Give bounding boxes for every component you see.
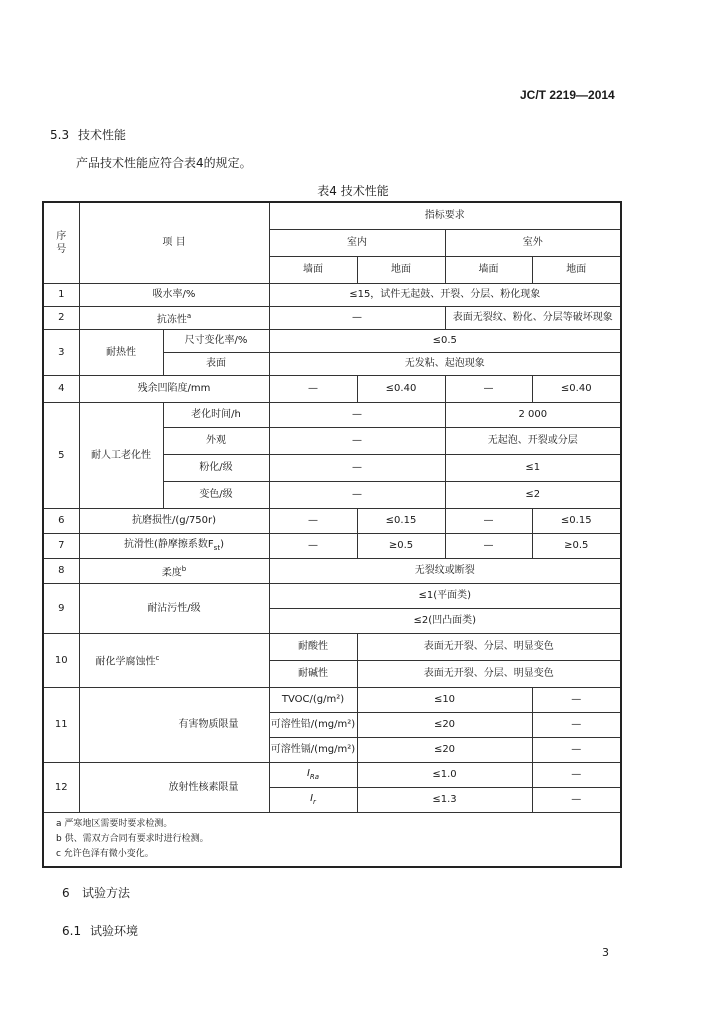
row-number: 9 bbox=[43, 584, 79, 634]
row-item: 抗滑性(静摩擦系数F bbox=[124, 538, 214, 550]
row-indoor-floor-value: ≤0.40 bbox=[357, 376, 445, 403]
row-subitem-subscript: r bbox=[313, 797, 316, 806]
table-row bbox=[43, 330, 621, 353]
table-row bbox=[43, 307, 621, 330]
row-subitem: 表面 bbox=[163, 353, 269, 376]
header-outdoor-wall: 墙面 bbox=[445, 257, 532, 284]
row-outdoor-value: 表面无裂纹、粉化、分层等破坏现象 bbox=[445, 307, 621, 330]
row-number: 8 bbox=[43, 559, 79, 584]
row-item: 抗磨损性/(g/750r) bbox=[79, 509, 269, 534]
footnote-c: c 允许色泽有微小变化。 bbox=[56, 849, 154, 859]
row-subitem-cell bbox=[269, 763, 357, 788]
row-item: 耐沾污性/级 bbox=[79, 584, 269, 634]
table-row bbox=[43, 634, 621, 661]
row-subitem: 耐碱性 bbox=[269, 661, 357, 688]
row-value: 无发粘、起泡现象 bbox=[269, 353, 621, 376]
row-number: 5 bbox=[43, 403, 79, 509]
header-indoor: 室内 bbox=[269, 230, 445, 257]
row-number: 12 bbox=[43, 763, 79, 813]
row-item-cell bbox=[79, 559, 269, 584]
row-outdoor-value: ≤2 bbox=[445, 482, 621, 509]
row-indoor-value: ≤10 bbox=[357, 688, 532, 713]
row-outdoor-wall-value: — bbox=[445, 376, 532, 403]
header-requirement: 指标要求 bbox=[269, 202, 621, 230]
table-caption: 表4 技术性能 bbox=[317, 184, 389, 198]
section-title: 试验方法 bbox=[82, 886, 131, 900]
row-number: 6 bbox=[43, 509, 79, 534]
row-indoor-value: — bbox=[269, 455, 445, 482]
row-outdoor-value: — bbox=[532, 763, 621, 788]
row-indoor-value: — bbox=[269, 307, 445, 330]
row-indoor-wall-value: — bbox=[269, 376, 357, 403]
row-outdoor-value: — bbox=[532, 788, 621, 813]
section-5-3-text: 产品技术性能应符合表4的规定。 bbox=[76, 156, 252, 170]
technical-performance-table bbox=[42, 201, 622, 868]
row-item: 放射性核素限量 bbox=[79, 763, 269, 813]
row-subitem: 粉化/级 bbox=[163, 455, 269, 482]
row-value: 无裂纹或断裂 bbox=[269, 559, 621, 584]
table-row bbox=[43, 688, 621, 713]
row-number: 1 bbox=[43, 284, 79, 307]
row-subitem: 变色/级 bbox=[163, 482, 269, 509]
table-row bbox=[43, 584, 621, 609]
table-row bbox=[43, 376, 621, 403]
row-indoor-floor-value: ≤0.15 bbox=[357, 509, 445, 534]
row-item-cell bbox=[79, 307, 269, 330]
row-item: 有害物质限量 bbox=[79, 688, 269, 763]
row-number: 10 bbox=[43, 634, 79, 688]
footnote-a: a 严寒地区需要时要求检测。 bbox=[56, 819, 173, 829]
row-value: 表面无开裂、分层、明显变色 bbox=[357, 661, 621, 688]
table-notes-row bbox=[43, 813, 621, 868]
row-number: 2 bbox=[43, 307, 79, 330]
row-subitem: 老化时间/h bbox=[163, 403, 269, 428]
row-value: ≤1(平面类) bbox=[269, 584, 621, 609]
table-row bbox=[43, 403, 621, 428]
row-subitem: 耐酸性 bbox=[269, 634, 357, 661]
footnote-mark: b bbox=[181, 564, 187, 573]
table-row bbox=[43, 284, 621, 307]
row-subitem: I bbox=[306, 767, 310, 779]
header-seq-cell bbox=[43, 202, 79, 284]
row-indoor-value: — bbox=[269, 403, 445, 428]
row-outdoor-value: — bbox=[532, 688, 621, 713]
header-indoor-floor: 地面 bbox=[357, 257, 445, 284]
row-item-cell bbox=[79, 634, 269, 688]
header-seq: 序号 bbox=[56, 231, 67, 255]
row-indoor-value: — bbox=[269, 428, 445, 455]
row-indoor-wall-value: — bbox=[269, 534, 357, 559]
row-number: 4 bbox=[43, 376, 79, 403]
row-outdoor-wall-value: — bbox=[445, 534, 532, 559]
row-subitem: 外观 bbox=[163, 428, 269, 455]
table-row bbox=[43, 559, 621, 584]
section-number: 6.1 bbox=[62, 924, 82, 938]
row-outdoor-value: — bbox=[532, 738, 621, 763]
row-item: 耐热性 bbox=[79, 330, 163, 376]
section-6-heading bbox=[62, 884, 130, 901]
row-outdoor-value: 2 000 bbox=[445, 403, 621, 428]
row-indoor-floor-value: ≥0.5 bbox=[357, 534, 445, 559]
row-subitem: TVOC/(g/m²) bbox=[269, 688, 357, 713]
table-notes bbox=[43, 813, 621, 868]
section-5-3-heading bbox=[50, 126, 126, 143]
row-item: 残余凹陷度/mm bbox=[79, 376, 269, 403]
row-value: ≤0.5 bbox=[269, 330, 621, 353]
header-outdoor: 室外 bbox=[445, 230, 621, 257]
row-number: 11 bbox=[43, 688, 79, 763]
footnote-mark: a bbox=[186, 311, 192, 320]
row-item: 吸水率/% bbox=[79, 284, 269, 307]
section-number: 6 bbox=[62, 886, 70, 900]
row-number: 7 bbox=[43, 534, 79, 559]
footnote-mark: c bbox=[155, 654, 160, 663]
row-item: 抗冻性 bbox=[156, 314, 187, 326]
row-indoor-value: — bbox=[269, 482, 445, 509]
row-indoor-value: ≤1.0 bbox=[357, 763, 532, 788]
row-outdoor-wall-value: — bbox=[445, 509, 532, 534]
row-item: 柔度 bbox=[161, 567, 182, 579]
row-subitem-subscript: Ra bbox=[309, 772, 320, 781]
row-value: ≤2(凹凸面类) bbox=[269, 609, 621, 634]
header-item: 项 目 bbox=[79, 202, 269, 284]
row-item-cell bbox=[79, 534, 269, 559]
row-outdoor-value: 无起泡、开裂或分层 bbox=[445, 428, 621, 455]
section-6-1-heading bbox=[62, 922, 138, 939]
table-row bbox=[43, 763, 621, 788]
row-subitem-cell bbox=[269, 788, 357, 813]
row-subitem: 可溶性镉/(mg/m²) bbox=[269, 738, 357, 763]
section-title: 技术性能 bbox=[78, 128, 127, 142]
standard-code: JC/T 2219—2014 bbox=[520, 88, 615, 102]
page-number: 3 bbox=[602, 946, 609, 959]
table-header-row bbox=[43, 202, 621, 230]
row-outdoor-value: ≤1 bbox=[445, 455, 621, 482]
row-value: 表面无开裂、分层、明显变色 bbox=[357, 634, 621, 661]
row-outdoor-floor-value: ≥0.5 bbox=[532, 534, 621, 559]
row-indoor-value: ≤20 bbox=[357, 713, 532, 738]
row-value: ≤15，试件无起鼓、开裂、分层、粉化现象 bbox=[269, 284, 621, 307]
row-subitem: I bbox=[310, 792, 314, 804]
table-row bbox=[43, 534, 621, 559]
row-outdoor-floor-value: ≤0.15 bbox=[532, 509, 621, 534]
row-indoor-wall-value: — bbox=[269, 509, 357, 534]
row-indoor-value: ≤1.3 bbox=[357, 788, 532, 813]
row-item-subscript: st bbox=[213, 543, 221, 552]
row-item-end: ) bbox=[220, 538, 224, 550]
row-item: 耐化学腐蚀性 bbox=[95, 656, 156, 668]
row-subitem: 可溶性铅/(mg/m²) bbox=[269, 713, 357, 738]
section-title: 试验环境 bbox=[90, 924, 139, 938]
header-indoor-wall: 墙面 bbox=[269, 257, 357, 284]
section-number: 5.3 bbox=[50, 128, 70, 142]
row-indoor-value: ≤20 bbox=[357, 738, 532, 763]
row-outdoor-value: — bbox=[532, 713, 621, 738]
row-item: 耐人工老化性 bbox=[79, 403, 163, 509]
row-subitem: 尺寸变化率/% bbox=[163, 330, 269, 353]
row-number: 3 bbox=[43, 330, 79, 376]
header-outdoor-floor: 地面 bbox=[532, 257, 621, 284]
row-outdoor-floor-value: ≤0.40 bbox=[532, 376, 621, 403]
footnote-b: b 供、需双方合同有要求时进行检测。 bbox=[56, 834, 209, 844]
table-row bbox=[43, 509, 621, 534]
